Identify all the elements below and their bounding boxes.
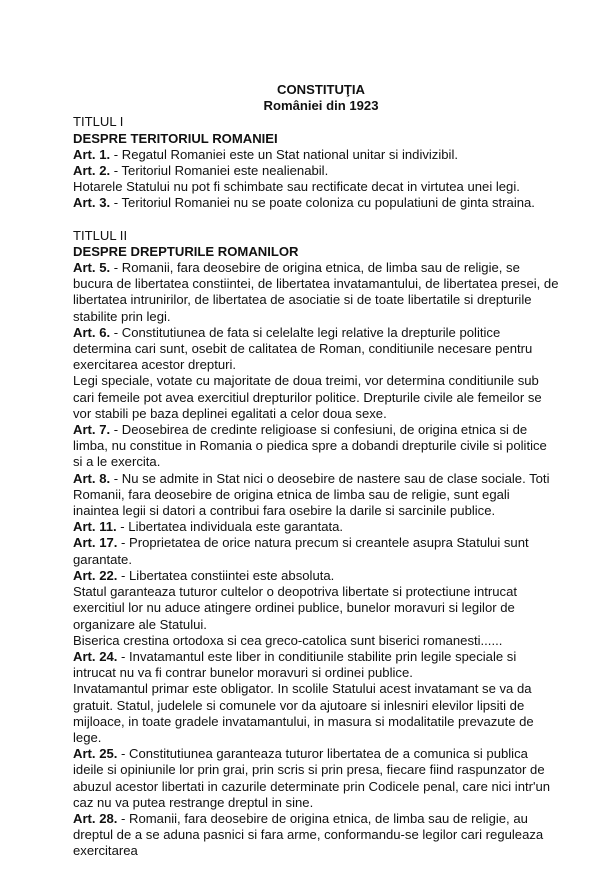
article-text: - Libertatea individuala este garantata. (116, 519, 344, 535)
article-paragraph (73, 535, 559, 567)
article-number: Art. 6. (73, 324, 111, 340)
article-number: Art. 25. (73, 746, 118, 762)
article-number: Art. 24. (73, 648, 118, 664)
article-number: Art. 11. (73, 519, 117, 535)
document-title: CONSTITUŢIA (276, 82, 365, 97)
article-number: Art. 28. (73, 810, 118, 826)
section-heading: DESPRE TERITORIUL ROMANIEI (73, 130, 278, 146)
title-section-1 (73, 114, 559, 211)
article-paragraph (73, 811, 559, 860)
article-number: Art. 1. (73, 146, 111, 162)
section-heading: DESPRE DREPTURILE ROMANILOR (73, 243, 299, 259)
document-page (73, 82, 559, 860)
article-number: Art. 7. (73, 422, 111, 438)
document-subtitle: României din 1923 (263, 98, 379, 114)
article-text: - Libertatea constiintei este absoluta. (117, 567, 335, 583)
article-number: Art. 17. (73, 535, 118, 551)
article-text: Biserica crestina ortodoxa si cea greco-catolica sunt biserici romanesti...... (73, 632, 503, 648)
article-paragraph (73, 519, 559, 535)
article-number: Art. 8. (73, 470, 111, 486)
article-number: Art. 22. (73, 567, 118, 583)
article-text: Hotarele Statului nu pot fi schimbate sau rectificate decat in virtutea unei legi. (73, 179, 520, 195)
article-text: Statul garanteaza tuturor cultelor o deopotriva libertate si protectiune intrucat exercitiul lor nu aduce atingere ordinei publice, bunelor moravuri si legilor de organizare ale Statului. (73, 584, 517, 632)
article-text: - Teritoriul Romaniei nu se poate coloniza cu populatiuni de ginta straina. (110, 195, 535, 211)
article-paragraph (73, 325, 559, 374)
title-section-2 (73, 228, 559, 860)
article-text: - Romanii, fara deosebire de origina etnica, de limba sau de religie, au dreptul de a se aduna pasnici si fara arme, conformandu-se legilor cari reguleaza exercitarea (73, 810, 544, 859)
article-paragraph (73, 422, 559, 471)
article-paragraph (73, 373, 559, 422)
title-label: TITLUL I (73, 114, 124, 130)
article-paragraph (73, 746, 559, 811)
article-paragraph (73, 633, 559, 649)
article-paragraph (73, 649, 559, 681)
article-text: - Romanii, fara deosebire de origina etnica, de limba sau de religie, se bucura de libertatea constiintei, de libertatea invatamantului, de libertatea presei, de libertatea intrunirilor, de libertatea de asociatie si de toate libertatile si drepturile stabilite prin legi. (73, 260, 559, 324)
article-text: - Constitutiunea de fata si celelalte legi relative la drepturile politice determina cari sunt, osebit de calitatea de Roman, conditiunile necesare pentru exercitarea acestor drepturi. (73, 324, 533, 373)
article-text: Invatamantul primar este obligator. In scolile Statului acest invatamant se va da gratuit. Statul, judelele si comunele vor da ajutoare si inlesniri elevilor lipsiti de mijloace, in toate gradele invatamantului, in masura si modalitatile prevazute de lege. (73, 681, 534, 745)
article-text: - Teritoriul Romaniei este nealienabil. (110, 163, 329, 179)
article-paragraph (73, 584, 559, 633)
article-number: Art. 5. (73, 260, 111, 276)
article-text: Legi speciale, votate cu majoritate de doua treimi, vor determina conditiunile sub cari femeile pot avea exercitiul drepturilor politice. Drepturile civile ale femeilor se vor stabili pe baza deplinei egalitati a celor doua sexe. (73, 373, 542, 421)
article-text: - Invatamantul este liber in conditiunile stabilite prin legile speciale si intrucat nu va fi contrar bunelor moravuri si ordinei publice. (73, 648, 517, 681)
article-paragraph (73, 147, 559, 163)
article-paragraph (73, 179, 559, 195)
article-paragraph (73, 163, 559, 179)
article-text: - Constitutiunea garanteaza tuturor libertatea de a comunica si publica ideile si opiniunile lor prin grai, prin scris si prin presa, fiecare fiind raspunzator de abuzul acestor libertati in cazurile determinate prin Codicele penal, care nici intr'un caz nu va putea restrange dreptul in sine. (73, 746, 551, 810)
article-paragraph (73, 471, 559, 520)
article-text: - Nu se admite in Stat nici o deosebire de nastere sau de clase sociale. Toti Romanii, fara deosebire de origina etnica de limba sau de religie, sunt egali inaintea legii si datori a contribui fara osebire la darile si sarcinile publice. (73, 470, 550, 519)
article-text: - Regatul Romaniei este un Stat national unitar si indivizibil. (110, 146, 459, 162)
article-number: Art. 2. (73, 163, 111, 179)
article-paragraph (73, 568, 559, 584)
article-text: - Deosebirea de credinte religioase si confesiuni, de origina etnica si de limba, nu constitue in Romania o piedica spre a dobandi drepturile civile si politice si a le exercita. (73, 422, 547, 470)
article-paragraph (73, 260, 559, 325)
section-spacer (73, 212, 559, 228)
title-label: TITLUL II (73, 227, 128, 243)
article-number: Art. 3. (73, 195, 111, 211)
article-text: - Proprietatea de orice natura precum si creantele asupra Statului sunt garantate. (73, 535, 529, 567)
article-paragraph (73, 681, 559, 746)
article-paragraph (73, 195, 559, 211)
